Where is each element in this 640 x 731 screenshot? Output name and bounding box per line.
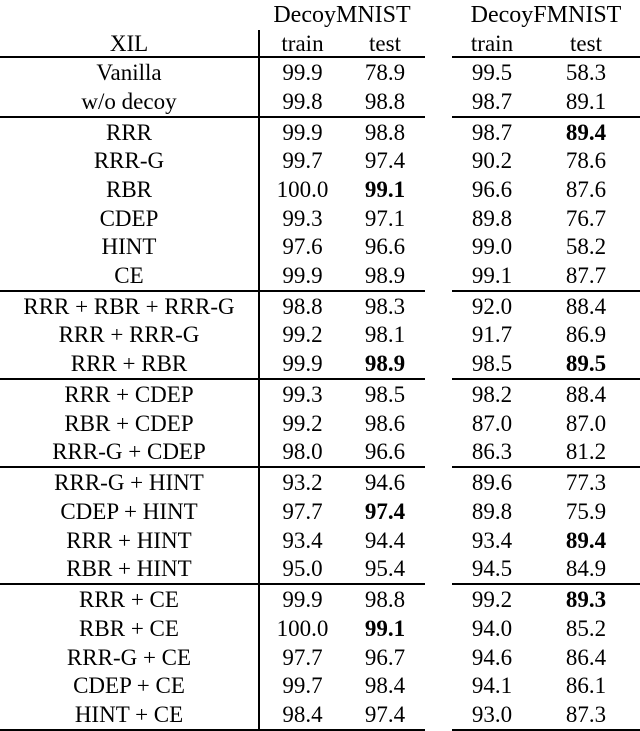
- column-gap: [425, 232, 452, 261]
- method-label: CDEP + HINT: [0, 497, 259, 526]
- mnist-train-value: 97.7: [282, 499, 323, 525]
- column-gap: [425, 409, 452, 438]
- method-label: RBR: [0, 175, 259, 204]
- table-row: [0, 117, 640, 147]
- fmnist-test-value: 75.9: [565, 499, 607, 525]
- method-label: HINT: [0, 232, 259, 261]
- fmnist-train-value: 87.0: [471, 410, 513, 436]
- fmnist-train-value: 99.1: [471, 262, 513, 288]
- column-gap: [425, 175, 452, 204]
- column-gap: [425, 87, 452, 117]
- fmnist-test-value: 87.7: [565, 262, 607, 288]
- mnist-train-value: 93.4: [282, 527, 323, 553]
- mnist-test-value: 98.8: [345, 584, 425, 614]
- column-gap: [425, 614, 452, 643]
- mnist-test-value: 97.4: [364, 148, 406, 174]
- mnist-test-value: 99.1: [364, 176, 406, 202]
- fmnist-test-value: 89.4: [532, 117, 640, 147]
- column-gap: [425, 379, 452, 409]
- mnist-train-value: 98.8: [259, 291, 345, 321]
- fmnist-train-value: 99.5: [471, 59, 513, 85]
- column-gap: [425, 321, 452, 350]
- table-row: [0, 554, 640, 584]
- fmnist-test-value: 89.5: [565, 351, 607, 377]
- method-label: RRR + RRR-G: [0, 321, 259, 350]
- method-label: RRR + RBR: [0, 349, 259, 379]
- fmnist-train-value: 93.4: [471, 527, 513, 553]
- fmnist-train-value: 86.3: [471, 439, 513, 465]
- table-row: [0, 57, 640, 87]
- mnist-test-value: 78.9: [364, 59, 406, 85]
- mnist-train-value: 99.7: [282, 148, 323, 174]
- table-row: [0, 438, 640, 468]
- mnist-test-value: 97.4: [364, 499, 406, 525]
- mnist-test-value: 97.1: [364, 205, 406, 231]
- column-header-row: [0, 30, 640, 57]
- mnist-test-value: 98.8: [345, 117, 425, 147]
- dataset-header-row: [0, 0, 640, 30]
- mnist-train-value: 98.4: [259, 700, 345, 730]
- fmnist-test-value: 87.6: [565, 176, 607, 202]
- method-label: RRR-G + CDEP: [0, 438, 259, 468]
- column-gap: [425, 30, 452, 57]
- mnist-train-value: 99.9: [282, 351, 323, 377]
- fmnist-test-value: 88.4: [532, 379, 640, 409]
- method-label: RBR + CE: [0, 614, 259, 643]
- mnist-train-value: 99.7: [282, 673, 323, 699]
- column-gap: [425, 349, 452, 379]
- mnist-train-value: 97.6: [282, 234, 323, 260]
- xil-column-header: XIL: [0, 30, 259, 57]
- mnist-train-value: 99.8: [282, 88, 323, 114]
- fmnist-train-value: 90.2: [471, 148, 513, 174]
- fmnist-train-value: 96.6: [471, 176, 513, 202]
- column-gap: [425, 584, 452, 614]
- mnist-test-value: 98.4: [364, 673, 406, 699]
- table-row: [0, 379, 640, 409]
- column-gap: [425, 554, 452, 584]
- mnist-test-value: 98.8: [364, 88, 406, 114]
- table-row: [0, 614, 640, 643]
- method-label: RRR + RBR + RRR-G: [0, 291, 259, 321]
- fmnist-train-value: 99.2: [452, 584, 532, 614]
- method-label: RBR + CDEP: [0, 409, 259, 438]
- table-row: [0, 261, 640, 291]
- mnist-train-value: 95.0: [282, 556, 323, 582]
- mnist-test-value: 98.9: [364, 351, 406, 377]
- mnist-test-value: 94.6: [345, 467, 425, 497]
- method-label: RRR-G + CE: [0, 643, 259, 672]
- fmnist-train-header: train: [452, 30, 532, 57]
- column-gap: [425, 700, 452, 730]
- table-row: [0, 321, 640, 350]
- mnist-train-value: 99.3: [259, 379, 345, 409]
- fmnist-train-value: 98.2: [452, 379, 532, 409]
- fmnist-test-value: 89.1: [565, 88, 607, 114]
- mnist-train-value: 99.2: [282, 322, 323, 348]
- mnist-test-value: 97.4: [345, 700, 425, 730]
- column-gap: [425, 57, 452, 87]
- table-row: [0, 700, 640, 730]
- fmnist-train-value: 98.7: [471, 88, 513, 114]
- method-label: CDEP + CE: [0, 671, 259, 700]
- fmnist-test-value: 87.3: [532, 700, 640, 730]
- fmnist-test-value: 86.9: [565, 322, 607, 348]
- column-gap: [425, 117, 452, 147]
- table-row: [0, 349, 640, 379]
- mnist-test-value: 98.1: [364, 322, 406, 348]
- table-row: [0, 643, 640, 672]
- mnist-test-value: 96.7: [364, 644, 406, 670]
- method-label: CDEP: [0, 204, 259, 233]
- fmnist-train-value: 98.5: [471, 351, 513, 377]
- fmnist-test-value: 58.2: [565, 234, 607, 260]
- mnist-test-value: 99.1: [364, 615, 406, 641]
- fmnist-test-header: test: [532, 30, 640, 57]
- fmnist-test-value: 81.2: [565, 439, 607, 465]
- column-gap: [425, 643, 452, 672]
- method-label: RRR + HINT: [0, 526, 259, 555]
- column-gap: [425, 467, 452, 497]
- table-row: [0, 232, 640, 261]
- mnist-test-header: test: [345, 30, 425, 57]
- column-gap: [425, 204, 452, 233]
- fmnist-train-value: 94.1: [471, 673, 513, 699]
- fmnist-train-value: 94.6: [471, 644, 513, 670]
- fmnist-train-value: 91.7: [471, 322, 513, 348]
- method-label: Vanilla: [0, 57, 259, 87]
- method-label: CE: [0, 261, 259, 291]
- mnist-train-value: 99.9: [282, 59, 323, 85]
- mnist-test-value: 98.3: [345, 291, 425, 321]
- mnist-test-value: 94.4: [364, 527, 406, 553]
- mnist-train-value: 100.0: [276, 615, 329, 641]
- dataset-header-decoyfmnist: DecoyFMNIST: [470, 2, 622, 28]
- column-gap: [425, 0, 452, 30]
- fmnist-test-value: 76.7: [565, 205, 607, 231]
- column-gap: [425, 147, 452, 176]
- mnist-test-value: 98.6: [364, 410, 406, 436]
- table-row: [0, 671, 640, 700]
- fmnist-test-value: 86.4: [565, 644, 607, 670]
- method-label: RRR: [0, 117, 259, 147]
- table-row: [0, 584, 640, 614]
- mnist-train-value: 98.0: [282, 439, 323, 465]
- method-label: RRR + CE: [0, 584, 259, 614]
- table-row: [0, 467, 640, 497]
- fmnist-train-value: 94.0: [471, 615, 513, 641]
- mnist-train-value: 99.9: [259, 117, 345, 147]
- mnist-train-value: 99.3: [282, 205, 323, 231]
- column-gap: [425, 261, 452, 291]
- fmnist-test-value: 86.1: [565, 673, 607, 699]
- fmnist-train-value: 89.6: [452, 467, 532, 497]
- method-label: RRR-G + HINT: [0, 467, 259, 497]
- mnist-train-value: 93.2: [259, 467, 345, 497]
- mnist-train-value: 99.9: [282, 262, 323, 288]
- fmnist-test-value: 58.3: [565, 59, 607, 85]
- column-gap: [425, 526, 452, 555]
- fmnist-test-value: 84.9: [565, 556, 607, 582]
- fmnist-train-value: 99.0: [471, 234, 513, 260]
- header-spacer: [0, 0, 259, 30]
- table-row: [0, 409, 640, 438]
- mnist-test-value: 96.6: [364, 439, 406, 465]
- mnist-train-value: 100.0: [276, 176, 329, 202]
- mnist-train-value: 99.2: [282, 410, 323, 436]
- column-gap: [425, 497, 452, 526]
- fmnist-train-value: 93.0: [452, 700, 532, 730]
- fmnist-test-value: 89.4: [565, 527, 607, 553]
- column-gap: [425, 671, 452, 700]
- fmnist-train-value: 89.8: [471, 205, 513, 231]
- table-row: [0, 147, 640, 176]
- fmnist-test-value: 77.3: [532, 467, 640, 497]
- table-row: [0, 291, 640, 321]
- fmnist-test-value: 85.2: [565, 615, 607, 641]
- table-row: [0, 204, 640, 233]
- mnist-train-value: 99.9: [259, 584, 345, 614]
- column-gap: [425, 438, 452, 468]
- mnist-test-value: 98.5: [345, 379, 425, 409]
- dataset-header-decoymnist: DecoyMNIST: [273, 2, 411, 28]
- mnist-test-value: 96.6: [364, 234, 406, 260]
- fmnist-test-value: 89.3: [532, 584, 640, 614]
- fmnist-test-value: 88.4: [532, 291, 640, 321]
- fmnist-train-value: 89.8: [471, 499, 513, 525]
- mnist-train-value: 97.7: [282, 644, 323, 670]
- fmnist-train-value: 98.7: [452, 117, 532, 147]
- fmnist-test-value: 78.6: [565, 148, 607, 174]
- mnist-test-value: 95.4: [364, 556, 406, 582]
- method-label: RRR + CDEP: [0, 379, 259, 409]
- column-gap: [425, 291, 452, 321]
- table-row: [0, 497, 640, 526]
- method-label: RRR-G: [0, 147, 259, 176]
- table-row: [0, 526, 640, 555]
- mnist-train-header: train: [259, 30, 345, 57]
- fmnist-train-value: 92.0: [452, 291, 532, 321]
- fmnist-test-value: 87.0: [565, 410, 607, 436]
- method-label: w/o decoy: [0, 87, 259, 117]
- table-row: [0, 175, 640, 204]
- table-row: [0, 87, 640, 117]
- method-label: HINT + CE: [0, 700, 259, 730]
- mnist-test-value: 98.9: [364, 262, 406, 288]
- method-label: RBR + HINT: [0, 554, 259, 584]
- fmnist-train-value: 94.5: [471, 556, 513, 582]
